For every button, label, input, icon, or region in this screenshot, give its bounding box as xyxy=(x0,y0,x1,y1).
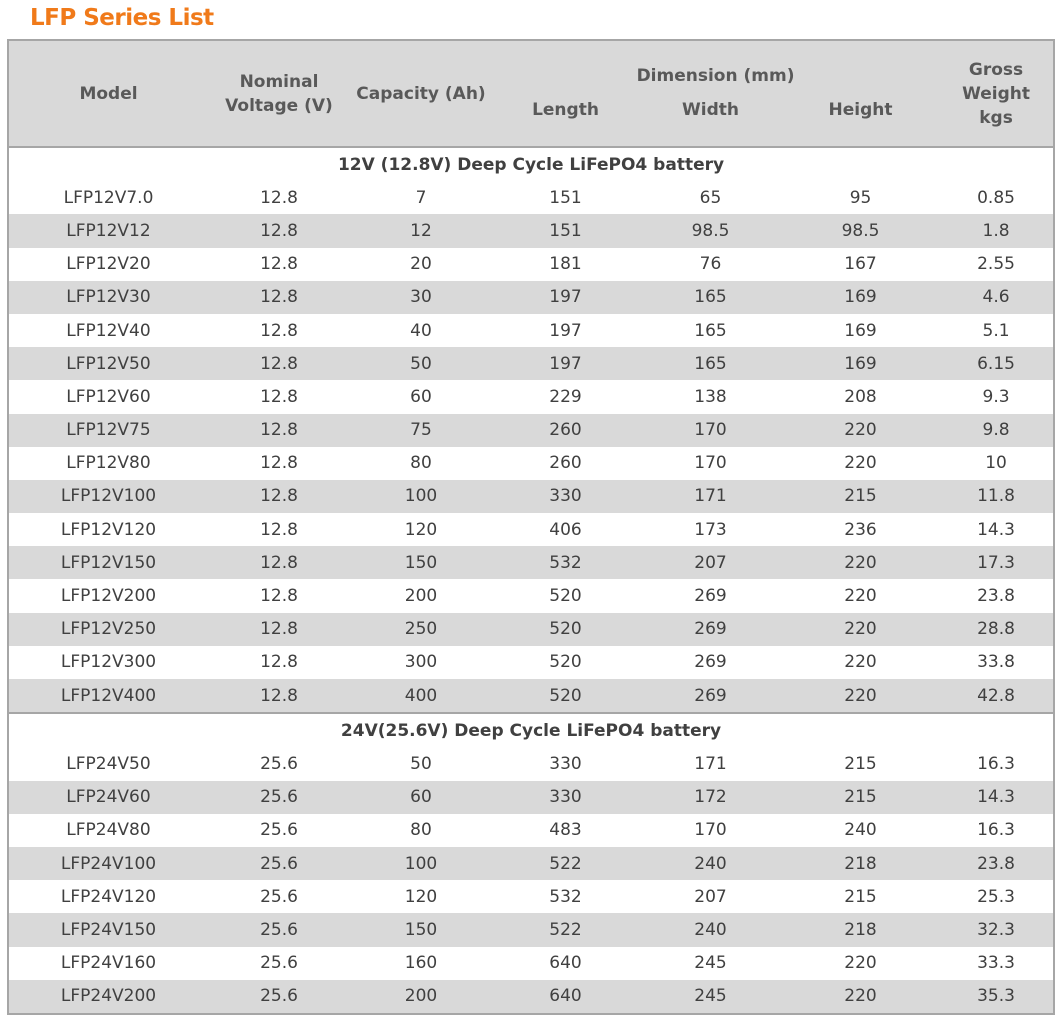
table-row xyxy=(8,947,1054,980)
cell-length: 520 xyxy=(492,679,639,713)
cell-capacity: 100 xyxy=(350,847,492,880)
cell-nominal-voltage: 12.8 xyxy=(208,546,350,579)
cell-length: 260 xyxy=(492,414,639,447)
cell-nominal-voltage: 12.8 xyxy=(208,414,350,447)
cell-model: LFP12V100 xyxy=(8,480,208,513)
table-row xyxy=(8,880,1054,913)
cell-model: LFP12V400 xyxy=(8,679,208,713)
cell-gross-weight: 11.8 xyxy=(939,480,1054,513)
cell-nominal-voltage: 12.8 xyxy=(208,480,350,513)
cell-width: 165 xyxy=(639,314,782,347)
cell-nominal-voltage: 25.6 xyxy=(208,781,350,814)
cell-length: 229 xyxy=(492,380,639,413)
section-header xyxy=(8,147,1054,181)
cell-length: 406 xyxy=(492,513,639,546)
cell-width: 138 xyxy=(639,380,782,413)
section-24v xyxy=(8,713,1054,1014)
cell-width: 172 xyxy=(639,781,782,814)
cell-nominal-voltage: 25.6 xyxy=(208,814,350,847)
cell-nominal-voltage: 12.8 xyxy=(208,380,350,413)
table-row xyxy=(8,281,1054,314)
cell-capacity: 120 xyxy=(350,880,492,913)
cell-height: 220 xyxy=(782,646,939,679)
cell-width: 240 xyxy=(639,847,782,880)
cell-length: 181 xyxy=(492,248,639,281)
cell-width: 170 xyxy=(639,447,782,480)
table-row xyxy=(8,513,1054,546)
header-nominal-voltage-line1: Nominal xyxy=(239,71,319,92)
cell-gross-weight: 6.15 xyxy=(939,347,1054,380)
table-row xyxy=(8,214,1054,247)
cell-model: LFP24V200 xyxy=(8,980,208,1014)
cell-width: 245 xyxy=(639,947,782,980)
table-row xyxy=(8,546,1054,579)
header-dimension: Dimension (mm) xyxy=(492,40,939,94)
cell-width: 245 xyxy=(639,980,782,1014)
cell-width: 165 xyxy=(639,347,782,380)
cell-model: LFP24V100 xyxy=(8,847,208,880)
cell-model: LFP12V75 xyxy=(8,414,208,447)
cell-capacity: 160 xyxy=(350,947,492,980)
table-row xyxy=(8,847,1054,880)
cell-nominal-voltage: 25.6 xyxy=(208,913,350,946)
cell-model: LFP24V150 xyxy=(8,913,208,946)
cell-height: 220 xyxy=(782,447,939,480)
cell-capacity: 150 xyxy=(350,546,492,579)
cell-capacity: 75 xyxy=(350,414,492,447)
cell-width: 165 xyxy=(639,281,782,314)
table-row xyxy=(8,913,1054,946)
cell-model: LFP12V60 xyxy=(8,380,208,413)
cell-height: 215 xyxy=(782,781,939,814)
table-row xyxy=(8,747,1054,780)
header-gross-line1: Gross xyxy=(968,59,1024,80)
cell-model: LFP12V40 xyxy=(8,314,208,347)
cell-nominal-voltage: 12.8 xyxy=(208,679,350,713)
cell-capacity: 30 xyxy=(350,281,492,314)
cell-width: 269 xyxy=(639,579,782,612)
table-row xyxy=(8,181,1054,214)
cell-width: 170 xyxy=(639,414,782,447)
cell-capacity: 200 xyxy=(350,579,492,612)
page-title: LFP Series List xyxy=(30,5,214,31)
cell-length: 520 xyxy=(492,646,639,679)
cell-height: 167 xyxy=(782,248,939,281)
cell-gross-weight: 4.6 xyxy=(939,281,1054,314)
cell-nominal-voltage: 12.8 xyxy=(208,613,350,646)
cell-capacity: 12 xyxy=(350,214,492,247)
cell-height: 220 xyxy=(782,947,939,980)
cell-nominal-voltage: 12.8 xyxy=(208,347,350,380)
cell-length: 520 xyxy=(492,613,639,646)
spec-table-container xyxy=(7,39,1053,1015)
cell-width: 269 xyxy=(639,646,782,679)
cell-height: 240 xyxy=(782,814,939,847)
cell-nominal-voltage: 25.6 xyxy=(208,847,350,880)
cell-model: LFP24V160 xyxy=(8,947,208,980)
cell-capacity: 80 xyxy=(350,814,492,847)
header-capacity: Capacity (Ah) xyxy=(350,40,492,147)
header-nominal-voltage-line2: Voltage (V) xyxy=(225,95,333,116)
cell-model: LFP12V50 xyxy=(8,347,208,380)
cell-width: 170 xyxy=(639,814,782,847)
cell-height: 95 xyxy=(782,181,939,214)
table-row xyxy=(8,646,1054,679)
cell-length: 483 xyxy=(492,814,639,847)
table-row xyxy=(8,414,1054,447)
cell-height: 169 xyxy=(782,314,939,347)
header-gross-weight xyxy=(939,40,1054,147)
table-row xyxy=(8,613,1054,646)
header-gross-line2: Weight xyxy=(962,83,1030,104)
cell-height: 236 xyxy=(782,513,939,546)
section-header xyxy=(8,713,1054,747)
table-row xyxy=(8,347,1054,380)
cell-length: 522 xyxy=(492,847,639,880)
cell-model: LFP12V120 xyxy=(8,513,208,546)
cell-length: 197 xyxy=(492,281,639,314)
cell-capacity: 80 xyxy=(350,447,492,480)
cell-width: 269 xyxy=(639,613,782,646)
cell-capacity: 50 xyxy=(350,747,492,780)
cell-height: 215 xyxy=(782,747,939,780)
cell-capacity: 150 xyxy=(350,913,492,946)
cell-gross-weight: 10 xyxy=(939,447,1054,480)
cell-height: 169 xyxy=(782,347,939,380)
cell-gross-weight: 14.3 xyxy=(939,781,1054,814)
cell-length: 522 xyxy=(492,913,639,946)
cell-gross-weight: 23.8 xyxy=(939,579,1054,612)
cell-nominal-voltage: 12.8 xyxy=(208,281,350,314)
cell-length: 197 xyxy=(492,314,639,347)
table-row xyxy=(8,380,1054,413)
cell-capacity: 200 xyxy=(350,980,492,1014)
cell-nominal-voltage: 12.8 xyxy=(208,248,350,281)
cell-gross-weight: 42.8 xyxy=(939,679,1054,713)
cell-width: 98.5 xyxy=(639,214,782,247)
section-12v xyxy=(8,147,1054,713)
cell-gross-weight: 2.55 xyxy=(939,248,1054,281)
cell-height: 218 xyxy=(782,847,939,880)
cell-width: 173 xyxy=(639,513,782,546)
cell-gross-weight: 0.85 xyxy=(939,181,1054,214)
cell-capacity: 250 xyxy=(350,613,492,646)
cell-width: 269 xyxy=(639,679,782,713)
table-row xyxy=(8,447,1054,480)
cell-length: 640 xyxy=(492,947,639,980)
cell-nominal-voltage: 12.8 xyxy=(208,513,350,546)
cell-height: 220 xyxy=(782,579,939,612)
cell-nominal-voltage: 12.8 xyxy=(208,447,350,480)
cell-model: LFP12V300 xyxy=(8,646,208,679)
cell-model: LFP12V7.0 xyxy=(8,181,208,214)
cell-nominal-voltage: 12.8 xyxy=(208,314,350,347)
cell-length: 532 xyxy=(492,546,639,579)
spec-table xyxy=(7,39,1055,1015)
cell-gross-weight: 9.3 xyxy=(939,380,1054,413)
cell-nominal-voltage: 12.8 xyxy=(208,181,350,214)
cell-length: 330 xyxy=(492,747,639,780)
cell-gross-weight: 35.3 xyxy=(939,980,1054,1014)
cell-gross-weight: 16.3 xyxy=(939,814,1054,847)
cell-model: LFP24V120 xyxy=(8,880,208,913)
cell-gross-weight: 1.8 xyxy=(939,214,1054,247)
header-gross-line3: kgs xyxy=(979,107,1013,128)
cell-model: LFP12V250 xyxy=(8,613,208,646)
header-width: Width xyxy=(639,94,782,147)
cell-capacity: 50 xyxy=(350,347,492,380)
cell-width: 65 xyxy=(639,181,782,214)
cell-gross-weight: 16.3 xyxy=(939,747,1054,780)
cell-gross-weight: 25.3 xyxy=(939,880,1054,913)
cell-capacity: 120 xyxy=(350,513,492,546)
cell-gross-weight: 23.8 xyxy=(939,847,1054,880)
table-row xyxy=(8,579,1054,612)
table-row xyxy=(8,679,1054,713)
cell-height: 208 xyxy=(782,380,939,413)
cell-width: 76 xyxy=(639,248,782,281)
cell-model: LFP24V50 xyxy=(8,747,208,780)
cell-width: 240 xyxy=(639,913,782,946)
cell-length: 330 xyxy=(492,781,639,814)
cell-height: 220 xyxy=(782,546,939,579)
cell-capacity: 60 xyxy=(350,380,492,413)
cell-model: LFP12V200 xyxy=(8,579,208,612)
section-label: 24V(25.6V) Deep Cycle LiFePO4 battery xyxy=(8,713,1054,747)
table-row xyxy=(8,814,1054,847)
section-label: 12V (12.8V) Deep Cycle LiFePO4 battery xyxy=(8,147,1054,181)
cell-gross-weight: 17.3 xyxy=(939,546,1054,579)
table-row xyxy=(8,980,1054,1014)
cell-gross-weight: 14.3 xyxy=(939,513,1054,546)
cell-nominal-voltage: 25.6 xyxy=(208,880,350,913)
cell-nominal-voltage: 25.6 xyxy=(208,747,350,780)
cell-gross-weight: 5.1 xyxy=(939,314,1054,347)
cell-nominal-voltage: 12.8 xyxy=(208,214,350,247)
cell-gross-weight: 9.8 xyxy=(939,414,1054,447)
cell-model: LFP12V150 xyxy=(8,546,208,579)
cell-capacity: 400 xyxy=(350,679,492,713)
header-model: Model xyxy=(8,40,208,147)
header-length: Length xyxy=(492,94,639,147)
cell-height: 220 xyxy=(782,414,939,447)
cell-gross-weight: 33.8 xyxy=(939,646,1054,679)
cell-capacity: 300 xyxy=(350,646,492,679)
cell-height: 220 xyxy=(782,980,939,1014)
cell-capacity: 60 xyxy=(350,781,492,814)
cell-length: 260 xyxy=(492,447,639,480)
table-row xyxy=(8,314,1054,347)
cell-model: LFP24V80 xyxy=(8,814,208,847)
cell-height: 215 xyxy=(782,480,939,513)
cell-capacity: 40 xyxy=(350,314,492,347)
cell-width: 171 xyxy=(639,747,782,780)
table-row xyxy=(8,248,1054,281)
cell-gross-weight: 28.8 xyxy=(939,613,1054,646)
cell-model: LFP24V60 xyxy=(8,781,208,814)
cell-capacity: 7 xyxy=(350,181,492,214)
table-row xyxy=(8,781,1054,814)
cell-model: LFP12V20 xyxy=(8,248,208,281)
cell-nominal-voltage: 25.6 xyxy=(208,980,350,1014)
cell-nominal-voltage: 12.8 xyxy=(208,646,350,679)
header-height: Height xyxy=(782,94,939,147)
cell-length: 640 xyxy=(492,980,639,1014)
cell-model: LFP12V30 xyxy=(8,281,208,314)
cell-length: 330 xyxy=(492,480,639,513)
cell-height: 215 xyxy=(782,880,939,913)
cell-model: LFP12V12 xyxy=(8,214,208,247)
header-nominal-voltage xyxy=(208,40,350,147)
cell-height: 218 xyxy=(782,913,939,946)
table-row xyxy=(8,480,1054,513)
cell-width: 207 xyxy=(639,546,782,579)
cell-length: 151 xyxy=(492,181,639,214)
cell-gross-weight: 33.3 xyxy=(939,947,1054,980)
cell-height: 98.5 xyxy=(782,214,939,247)
cell-length: 151 xyxy=(492,214,639,247)
cell-length: 197 xyxy=(492,347,639,380)
cell-width: 171 xyxy=(639,480,782,513)
cell-length: 520 xyxy=(492,579,639,612)
cell-height: 220 xyxy=(782,613,939,646)
cell-capacity: 20 xyxy=(350,248,492,281)
cell-model: LFP12V80 xyxy=(8,447,208,480)
cell-length: 532 xyxy=(492,880,639,913)
cell-gross-weight: 32.3 xyxy=(939,913,1054,946)
cell-nominal-voltage: 12.8 xyxy=(208,579,350,612)
cell-nominal-voltage: 25.6 xyxy=(208,947,350,980)
cell-height: 169 xyxy=(782,281,939,314)
cell-capacity: 100 xyxy=(350,480,492,513)
table-header xyxy=(8,40,1054,147)
cell-height: 220 xyxy=(782,679,939,713)
cell-width: 207 xyxy=(639,880,782,913)
